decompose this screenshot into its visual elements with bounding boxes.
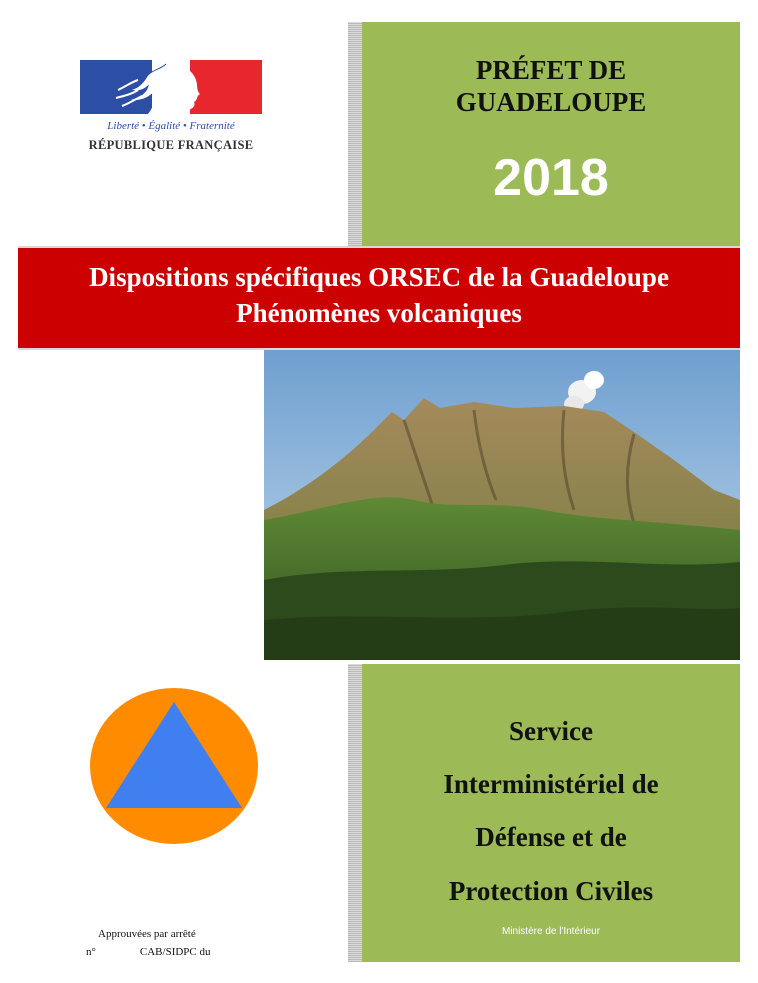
service-line-1: Service (509, 716, 593, 746)
republique-francaise-logo (80, 60, 262, 156)
service-line-4: Protection Civiles (448, 876, 654, 906)
approval-reference-code: CAB/SIDPC du (139, 946, 211, 958)
approval-text: Approuvées par arrêté (98, 928, 196, 940)
service-line-3: Défense et de (475, 822, 627, 852)
republic-motto: Liberté • Égalité • Fraternité (107, 120, 235, 132)
marianne-flag-icon (80, 60, 262, 114)
ministry-label: Ministère de l'Intérieur (501, 926, 601, 937)
service-line-2: Interministériel de (443, 769, 659, 799)
document-title: Dispositions spécifiques ORSEC de la Guadeloupe (89, 262, 669, 292)
civil-protection-triangle-icon (90, 688, 258, 849)
approval-number-prefix: n° (86, 946, 96, 958)
prefet-line-1: PRÉFET DE (475, 55, 627, 85)
prefet-block (362, 22, 740, 246)
republic-name: RÉPUBLIQUE FRANÇAISE (88, 138, 254, 152)
bottom-dotted-strip (348, 664, 362, 962)
document-subtitle: Phénomènes volcaniques (236, 298, 522, 328)
volcano-photo (264, 350, 740, 660)
document-year: 2018 (493, 149, 609, 207)
service-block (362, 664, 740, 962)
title-banner (18, 246, 740, 350)
top-dotted-strip (348, 22, 362, 246)
prefet-line-2: GUADELOUPE (455, 87, 647, 117)
prefet-title (362, 54, 740, 118)
approval-reference (86, 946, 211, 958)
